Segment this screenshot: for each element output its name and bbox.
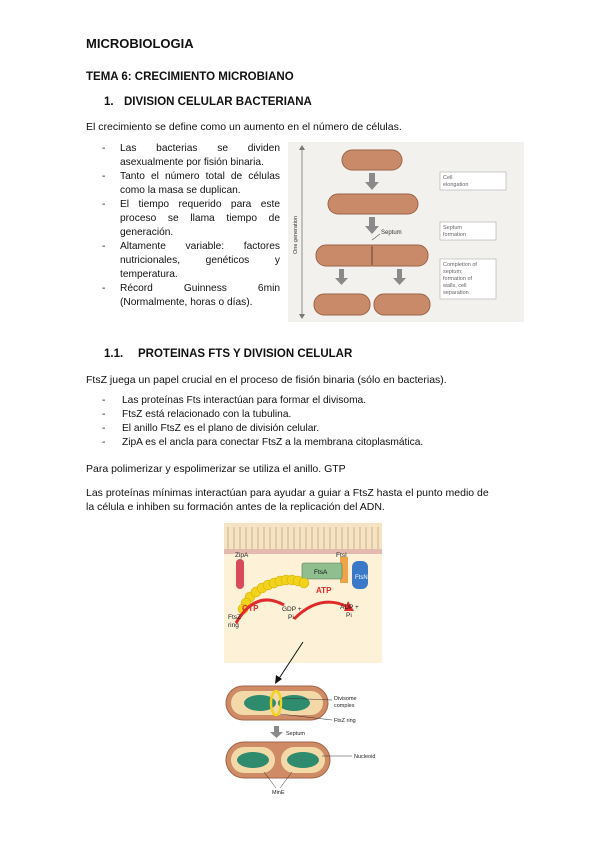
nucleoid-label: Nucleoid [354, 754, 376, 760]
ftsz-ring-label-2: FtsZ ring [334, 718, 356, 724]
nucleoid-daughter-left [237, 752, 269, 768]
zipa-label: ZipA [235, 552, 249, 559]
binary-fission-figure [288, 142, 524, 322]
section-1-1-heading [104, 348, 352, 360]
list-item: - FtsZ está relacionado con la tubulina. [102, 408, 502, 422]
ftsi-label: FtsI [336, 552, 347, 559]
section-1-title: DIVISION CELULAR BACTERIANA [124, 96, 312, 108]
cell-elongation-label: Cell elongation [443, 175, 469, 188]
intro-paragraph: El crecimiento se define como un aumento en el número de células. [86, 121, 402, 133]
zipa-protein [236, 559, 244, 589]
list-item: - El anillo FtsZ es el plano de división celular. [102, 422, 502, 436]
nucleoid-daughter-right [287, 752, 319, 768]
document-title: MICROBIOLOGIA [86, 36, 194, 51]
divisome-cell-figure [224, 680, 394, 798]
nucleoid-right [278, 695, 310, 711]
generation-label: One generation [293, 216, 299, 254]
min-proteins-line-1: Las proteínas mínimas interactúan para ayudar a guiar a FtsZ hasta el punto medio de [86, 487, 489, 499]
cell-small [342, 150, 402, 170]
divisome-label: Divisome complex [334, 696, 357, 709]
daughter-cell-left [314, 294, 370, 315]
cell-elongated [328, 194, 418, 214]
list-item: - Altamente variable: factores nutricionales, genéticos y temperatura. [102, 240, 280, 282]
gtp-paragraph: Para polimerizar y espolimerizar se utiliza el anillo. GTP [86, 463, 346, 475]
bullet-list-growth [102, 142, 280, 310]
section-1-number: 1. [104, 96, 114, 108]
pi-label-1: Pi [288, 614, 294, 621]
septum-label-2: Septum [286, 731, 305, 737]
list-item: - El tiempo requerido para este proceso se llama tiempo de generación. [102, 198, 280, 240]
down-arrow-icon [270, 726, 283, 738]
septum-completion-label: Completion of septum; formation of walls, cell separation [443, 262, 477, 296]
septum-label: Septum [381, 230, 402, 236]
ftsz-paragraph: FtsZ juega un papel crucial en el proceso de fisión binaria (sólo en bacterias). [86, 374, 447, 386]
ftsa-label: FtsA [314, 569, 328, 576]
mine-label: MinE [272, 790, 285, 796]
topic-heading: TEMA 6: CRECIMIENTO MICROBIANO [86, 71, 294, 83]
min-proteins-line-2: la célula e inhiben su formación antes de la replicación del ADN. [86, 501, 385, 513]
daughter-cell-right [374, 294, 430, 315]
section-1-1-title: PROTEINAS FTS Y DIVISION CELULAR [138, 348, 353, 360]
gtp-label: GTP [242, 604, 259, 613]
list-item: - Las bacterias se dividen asexualmente por fisión binaria. [102, 142, 280, 170]
atp-label: ATP [316, 586, 332, 595]
list-item: - ZipA es el ancla para conectar FtsZ a la membrana citoplasmática. [102, 436, 502, 450]
gdp-label: GDP + [282, 606, 302, 613]
adp-label: ADP + [340, 604, 359, 611]
section-1-1-number: 1.1. [104, 348, 124, 360]
bullet-list-fts [102, 394, 502, 450]
ftsz-ring-label: FtsZ ring [228, 614, 241, 629]
septum-formation-label: Septum formation [443, 225, 466, 238]
list-item: - Las proteínas Fts interactúan para formar el divisoma. [102, 394, 502, 408]
section-1-heading [104, 96, 312, 108]
pi-label-2: Pi [346, 612, 352, 619]
list-item: - Tanto el número total de células como la masa se duplican. [102, 170, 280, 198]
ftsn-label: FtsN [355, 575, 368, 581]
list-item: - Récord Guinness 6min (Normalmente, horas o días). [102, 282, 280, 310]
